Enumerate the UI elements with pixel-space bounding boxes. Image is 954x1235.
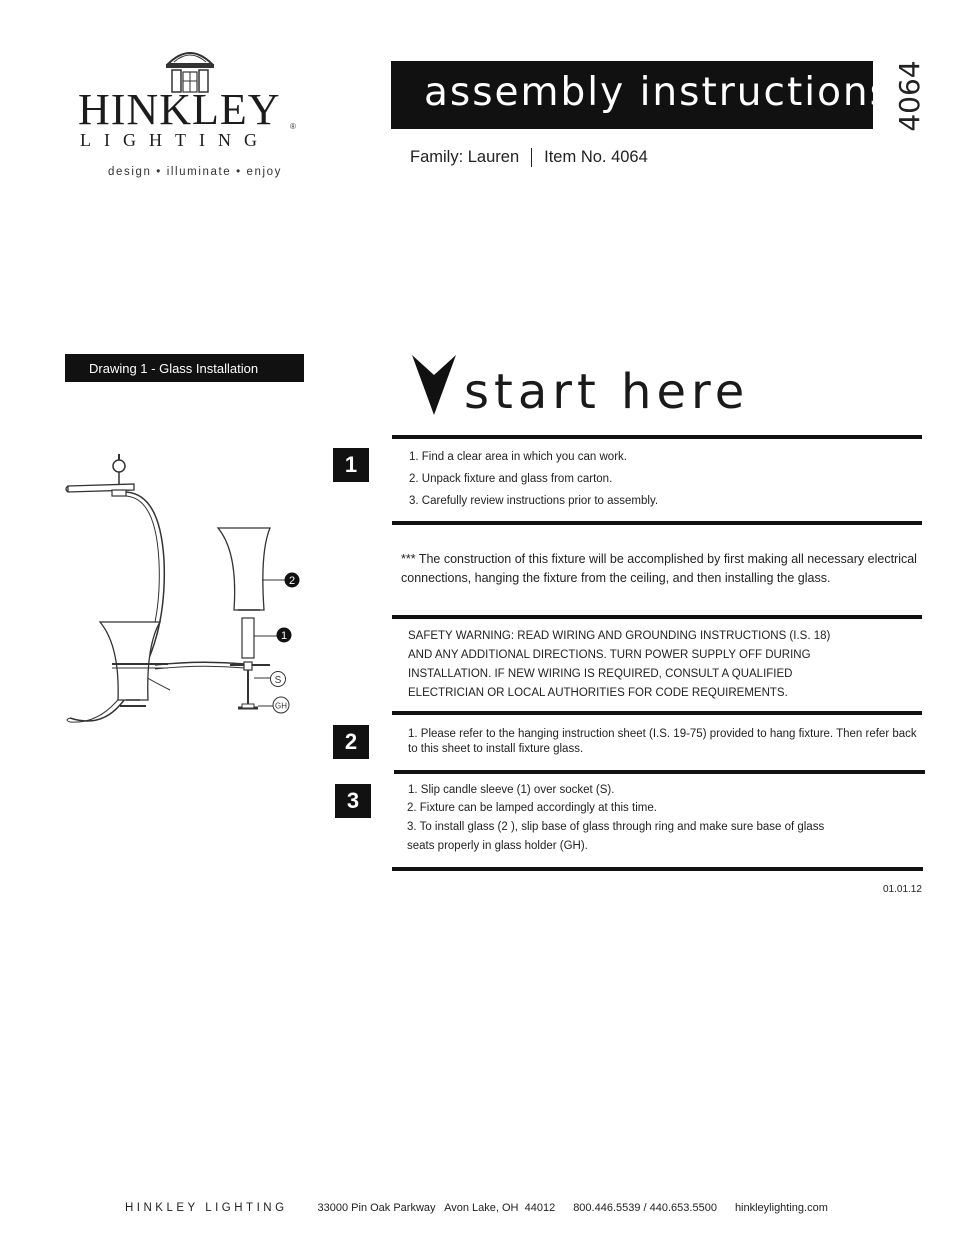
footer-brand: HINKLEY LIGHTING xyxy=(125,1202,288,1214)
brand-name: HINKLEY xyxy=(78,85,281,134)
callout-glass-holder: GH xyxy=(275,701,287,711)
step-2-line-1: 1. Please refer to the hanging instruction sheet (I.S. 19-75) provided to hang fixture. Then refer back xyxy=(408,728,917,740)
family-item-line xyxy=(410,148,648,167)
footer-phone: 800.446.5539 / 440.653.5500 xyxy=(573,1202,717,1214)
step-2-badge: 2 xyxy=(333,725,369,759)
item-number-vertical: 4064 xyxy=(893,60,926,132)
step-3-line-3: 3. To install glass (2 ), slip base of glass through ring and make sure base of glass xyxy=(407,821,825,833)
warning-line-3: INSTALLATION. IF NEW WIRING IS REQUIRED, CONSULT A QUALIFIED xyxy=(408,668,793,680)
callout-glass: 2 xyxy=(288,575,296,587)
warning-line-1: SAFETY WARNING: READ WIRING AND GROUNDING INSTRUCTIONS (I.S. 18) xyxy=(408,630,831,642)
step-3-line-1: 1. Slip candle sleeve (1) over socket (S). xyxy=(408,784,615,796)
divider xyxy=(392,435,922,439)
step-1-line-1: 1. Find a clear area in which you can work. xyxy=(409,451,627,463)
item-number: Item No. 4064 xyxy=(544,148,648,166)
step-3-line-4: seats properly in glass holder (GH). xyxy=(407,840,588,852)
footer-website[interactable]: hinkleylighting.com xyxy=(734,1202,828,1214)
note-line-1: *** The construction of this fixture will be accomplished by first making all necessary electrical xyxy=(401,552,917,566)
drawing-label: Drawing 1 - Glass Installation xyxy=(65,354,304,382)
brand-subtitle: LIGHTING xyxy=(80,130,270,150)
brand-tagline: design • illuminate • enjoy xyxy=(108,166,282,178)
divider xyxy=(392,521,922,525)
fixture-drawing xyxy=(60,450,310,740)
step-1-line-3: 3. Carefully review instructions prior to assembly. xyxy=(409,495,659,507)
step-1-line-2: 2. Unpack fixture and glass from carton. xyxy=(409,473,613,485)
revision-date: 01.01.12 xyxy=(883,884,922,895)
page-title: assembly instructions xyxy=(424,70,892,115)
step-3-badge: 3 xyxy=(335,784,371,818)
callout-candle-sleeve: 1 xyxy=(280,630,288,642)
family-separator xyxy=(531,148,532,167)
step-3-line-2: 2. Fixture can be lamped accordingly at this time. xyxy=(407,802,657,814)
warning-line-2: AND ANY ADDITIONAL DIRECTIONS. TURN POWER SUPPLY OFF DURING xyxy=(408,649,811,661)
footer-address: 33000 Pin Oak Parkway Avon Lake, OH 44012 xyxy=(317,1202,556,1214)
down-arrow-icon xyxy=(410,353,458,415)
divider xyxy=(394,770,925,774)
step-2-line-2: to this sheet to install fixture glass. xyxy=(408,743,584,755)
footer xyxy=(125,1202,846,1214)
family-name: Family: Lauren xyxy=(410,148,520,166)
step-1-badge: 1 xyxy=(333,448,369,482)
brand-registered-mark: ® xyxy=(290,122,296,131)
divider xyxy=(392,867,923,871)
note-line-2: connections, hanging the fixture from the ceiling, and then installing the glass. xyxy=(401,571,831,585)
divider xyxy=(392,711,922,715)
divider xyxy=(392,615,922,619)
callout-socket: S xyxy=(274,675,282,686)
start-here-heading: start here xyxy=(464,364,750,420)
warning-line-4: ELECTRICIAN OR LOCAL AUTHORITIES FOR CODE REQUIREMENTS. xyxy=(408,687,788,699)
